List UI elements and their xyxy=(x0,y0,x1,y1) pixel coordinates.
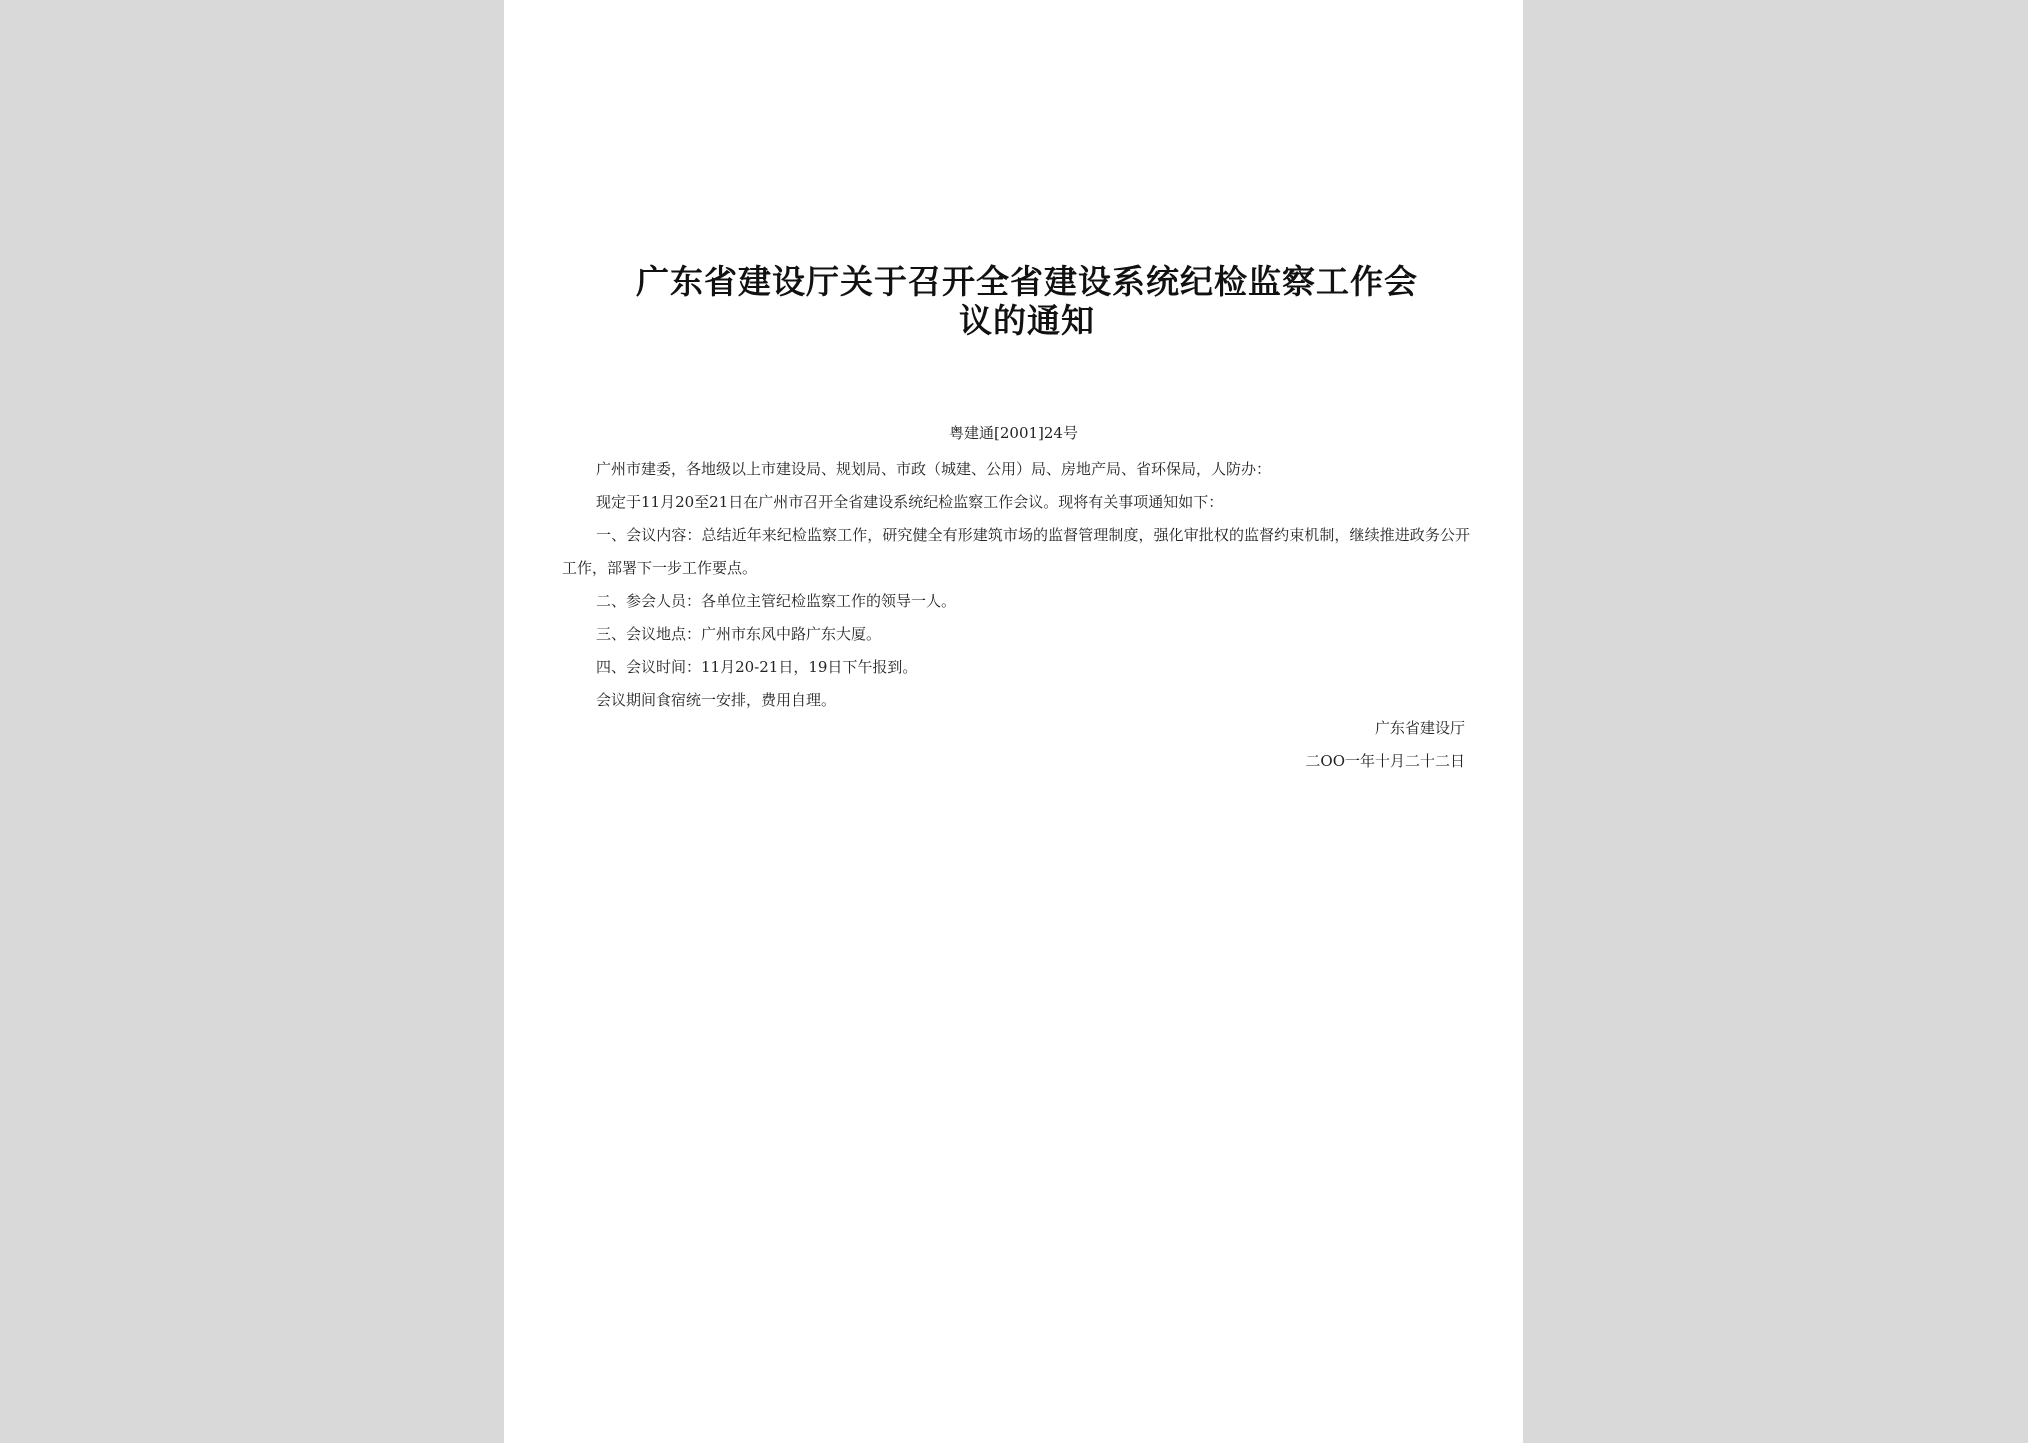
expenses-paragraph: 会议期间食宿统一安排，费用自理。 xyxy=(596,691,837,709)
attendees-paragraph: 二、参会人员：各单位主管纪检监察工作的领导一人。 xyxy=(596,592,957,610)
title-line-2: 议的通知 xyxy=(959,301,1095,340)
document-body xyxy=(562,453,1470,717)
signature-date: 二OO一年十月二十二日 xyxy=(1305,752,1465,770)
meeting-content-paragraph: 一、会议内容：总结近年来纪检监察工作，研究健全有形建筑市场的监督管理制度，强化审批权的监督约束机制，继续推进政务公开工作，部署下一步工作要点。 xyxy=(562,526,1470,577)
addressee-paragraph: 广州市建委，各地级以上市建设局、规划局、市政（城建、公用）局、房地产局、省环保局，人防办： xyxy=(596,460,1272,478)
document-title xyxy=(592,262,1462,340)
document-number: 粤建通[2001]24号 xyxy=(949,424,1078,442)
document-page xyxy=(504,0,1523,1443)
intro-paragraph: 现定于11月20至21日在广州市召开全省建设系统纪检监察工作会议。现将有关事项通知如下： xyxy=(596,493,1224,511)
signature-organization: 广东省建设厅 xyxy=(1374,719,1465,737)
signature-block xyxy=(1305,712,1465,778)
time-paragraph: 四、会议时间：11月20-21日，19日下午报到。 xyxy=(596,658,918,676)
title-line-1: 广东省建设厅关于召开全省建设系统纪检监察工作会 xyxy=(636,262,1418,301)
location-paragraph: 三、会议地点：广州市东风中路广东大厦。 xyxy=(596,625,882,643)
